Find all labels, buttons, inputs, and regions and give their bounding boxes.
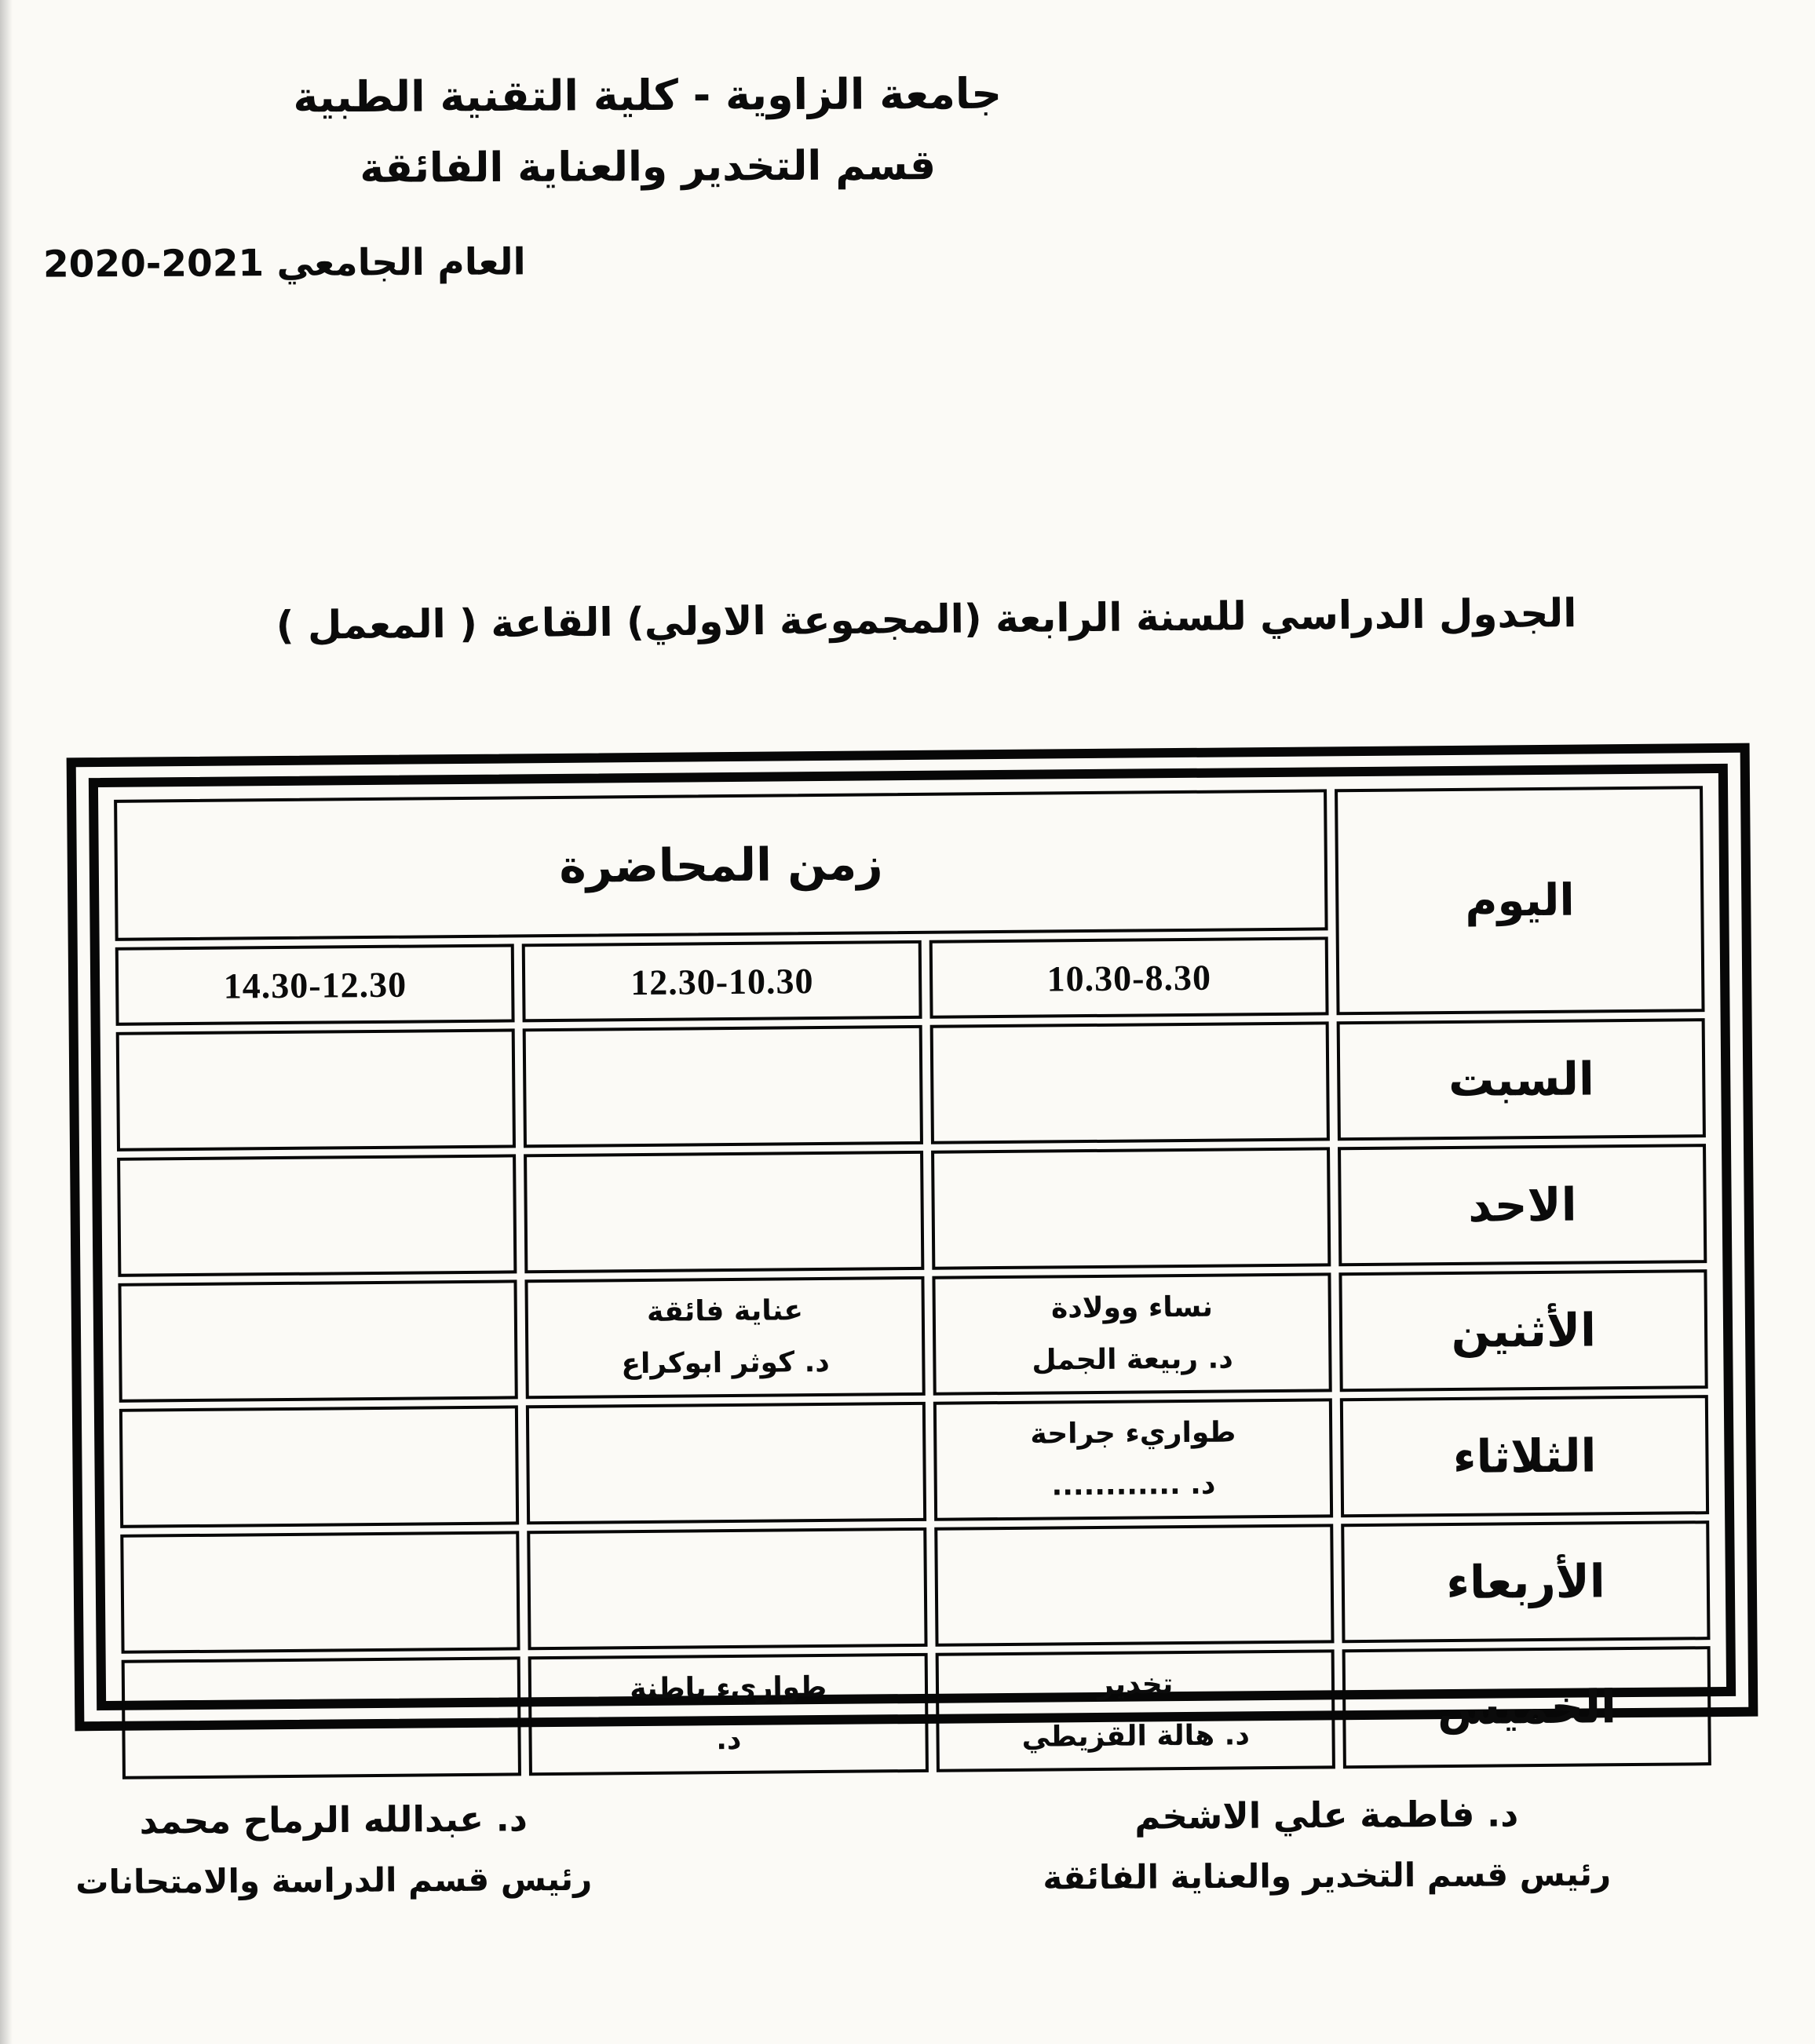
course-title: طواريء باطنة [630, 1670, 827, 1705]
course-cell [117, 1154, 517, 1276]
signature-block-left [75, 1798, 593, 1902]
day-name-cell: السبت [1337, 1018, 1706, 1141]
course-cell [524, 1151, 925, 1273]
course-cell [120, 1531, 520, 1653]
course-title [528, 1079, 918, 1082]
course-doctor: د. كوثر ابوكراع [621, 1345, 830, 1381]
day-name-cell: الأربعاء [1342, 1520, 1711, 1643]
course-title [936, 1201, 1327, 1204]
course-title [528, 1205, 919, 1208]
time-slot-header-3: 14.30-12.30 [115, 944, 515, 1025]
course-cell [528, 1528, 928, 1650]
time-slot-header-1: 10.30-8.30 [929, 936, 1329, 1018]
course-doctor [528, 1090, 918, 1093]
day-name-cell: الثلاثاء [1340, 1395, 1709, 1517]
course-doctor: د. [716, 1723, 742, 1757]
signature-name: د. عبدالله الرماح محمد [139, 1798, 528, 1842]
time-slot-header-2: 12.30-10.30 [522, 940, 922, 1022]
day-name-cell: الاحد [1338, 1144, 1707, 1266]
course-title: عناية فائقة [646, 1294, 804, 1328]
day-name-cell: الخميس [1342, 1646, 1711, 1768]
course-cell [934, 1524, 1335, 1646]
table-row-saturday [116, 1018, 1706, 1152]
signature-block-right [966, 1792, 1689, 1897]
day-name-cell: الأثنين [1339, 1269, 1708, 1392]
course-cell [116, 1028, 517, 1151]
schedule-table-frame [67, 743, 1758, 1757]
course-title [939, 1578, 1330, 1581]
course-cell [525, 1276, 926, 1399]
course-cell [936, 1649, 1336, 1772]
course-doctor [120, 1093, 511, 1097]
schedule-table [106, 779, 1719, 1786]
course-cell [122, 1656, 522, 1779]
table-row-sunday [117, 1144, 1707, 1277]
course-title [120, 1082, 511, 1086]
course-cell [528, 1653, 929, 1776]
table-row-tuesday [119, 1395, 1709, 1528]
course-title: طواريء جراحة [1030, 1416, 1236, 1451]
course-doctor [125, 1596, 516, 1599]
course-doctor [934, 1086, 1325, 1090]
course-title [126, 1710, 517, 1714]
signature-title: رئيس قسم التخدير والعناية الفائقة [1043, 1854, 1612, 1897]
course-cell [932, 1272, 1332, 1395]
scan-edge-shadow [0, 0, 13, 2044]
course-doctor [528, 1216, 919, 1219]
table-row-monday [118, 1269, 1707, 1403]
signature-title: رئيس قسم الدراسة والامتحانات [75, 1859, 593, 1902]
course-title: تخدير [1097, 1667, 1174, 1701]
course-doctor: د. هالة القزيطي [1021, 1719, 1251, 1754]
course-cell [118, 1279, 518, 1402]
table-row-thursday [122, 1646, 1711, 1779]
course-title [122, 1208, 513, 1211]
course-doctor [531, 1467, 922, 1470]
day-column-header: اليوم [1335, 786, 1704, 1015]
university-title: جامعة الزاوية - كلية التقنية الطبية [293, 68, 1002, 122]
course-title [531, 1582, 922, 1585]
course-doctor [939, 1589, 1330, 1592]
course-title [123, 1459, 514, 1462]
course-cell [933, 1398, 1334, 1520]
course-doctor [124, 1470, 515, 1473]
course-title [934, 1075, 1325, 1079]
course-doctor [531, 1593, 922, 1596]
course-cell [119, 1405, 520, 1528]
course-title [125, 1585, 516, 1588]
course-doctor [122, 1219, 513, 1222]
course-cell [526, 1402, 926, 1524]
schedule-table-frame-inner [89, 764, 1736, 1757]
course-doctor [122, 1345, 513, 1348]
document-header [188, 68, 1108, 193]
course-title [531, 1456, 922, 1459]
department-title: قسم التخدير والعناية الفائقة [360, 142, 937, 192]
course-title: نساء وولادة [1050, 1290, 1214, 1325]
table-caption: الجدول الدراسي للسنة الرابعة (المجموعة الاولي) القاعة ( المعمل ) [276, 590, 1577, 648]
course-cell [931, 1147, 1331, 1269]
course-doctor [126, 1721, 517, 1725]
course-doctor: د. ............ [1051, 1468, 1216, 1502]
course-cell [523, 1025, 923, 1148]
academic-year: العام الجامعي 2021-2020 [42, 240, 526, 287]
lecture-time-header: زمن المحاضرة [114, 789, 1328, 940]
course-doctor: د. ربيعة الجمل [1032, 1342, 1233, 1377]
course-doctor [936, 1212, 1327, 1215]
table-row-wednesday [120, 1520, 1710, 1654]
course-cell [930, 1021, 1331, 1144]
course-title [122, 1334, 513, 1337]
header-row-lecture-time [114, 786, 1704, 941]
signature-name: د. فاطمة علي الاشخم [1134, 1793, 1519, 1838]
